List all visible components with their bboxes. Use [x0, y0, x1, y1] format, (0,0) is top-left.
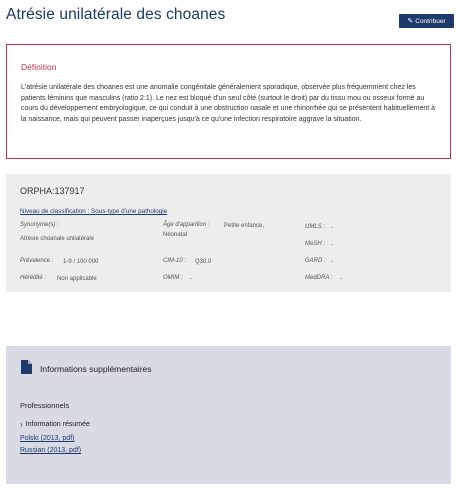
definition-title: Définition — [21, 62, 57, 72]
professionals-heading: Professionnels — [20, 401, 70, 410]
umls-label: UMLS : — [305, 224, 326, 230]
summary-info-label: Information résumée — [25, 421, 90, 428]
supplementary-title: Informations supplémentaires — [40, 364, 152, 374]
mesh-label: MeSH : — [305, 241, 326, 247]
classification-level-link[interactable]: Niveau de classification : Sous-type d'une pathologie — [20, 208, 168, 215]
pencil-icon: ✎ — [407, 17, 414, 25]
prevalence-value: 1-9 / 100 000 — [63, 259, 99, 265]
mesh-value: - — [331, 242, 333, 248]
definition-text: L'atrésie unilatérale des choanes est une anomalie congénitale généralement sporadique, observée plus fréquemment chez les patients féminins que masculins (ratio 2:1). Le nez est bloqué d'un seul côté (surtout le droit) par du tissu mou ou osseux formé au cours du développement embryologique, ce qui conduit à une obstruction nasale et une rhinorrhée qui se présentent habituellement à la naissance, mais qui peuvent passer inaperçues jusqu'à ce qu'une infection respiratoire aggrave la situation. — [21, 84, 436, 123]
onset-label: Âge d'apparition : — [163, 222, 210, 228]
document-icon — [21, 360, 32, 379]
prevalence-label: Prévalence : — [20, 258, 54, 264]
supplementary-info-panel — [6, 346, 451, 484]
synonyms-value: Atrésie choanale unilatérale — [20, 236, 95, 242]
heredity-value: Non applicable — [57, 276, 97, 282]
umls-value: - — [331, 225, 333, 231]
icd10-label: CIM-10 : — [163, 258, 187, 264]
chevron-right-icon: › — [20, 420, 23, 429]
meddra-label: MedDRA : — [305, 275, 333, 281]
russian-pdf-link[interactable]: Russian (2013, pdf) — [20, 447, 82, 454]
summary-info-toggle[interactable] — [20, 421, 90, 428]
page-title: Atrésie unilatérale des choanes — [6, 6, 226, 23]
meddra-value: - — [340, 276, 342, 282]
polski-pdf-link[interactable]: Polski (2013, pdf) — [20, 435, 75, 442]
synonyms-label: Synonyme(s) : — [20, 222, 59, 228]
orpha-code: ORPHA:137917 — [20, 186, 85, 196]
definition-section — [6, 44, 451, 159]
heredity-label: Hérédité : — [20, 275, 47, 281]
onset-value-2: Néonatal — [163, 232, 188, 238]
gard-value: - — [331, 259, 333, 265]
onset-value-1: Petite enfance, — [224, 223, 265, 229]
omim-value: - — [190, 276, 192, 282]
omim-label: OMIM : — [163, 275, 183, 281]
disease-info-panel — [6, 174, 451, 292]
contribute-button-label: Contribuer — [415, 17, 446, 25]
icd10-value: Q30.0 — [195, 259, 212, 265]
gard-label: GARD : — [305, 258, 326, 264]
contribute-button[interactable] — [399, 14, 454, 28]
